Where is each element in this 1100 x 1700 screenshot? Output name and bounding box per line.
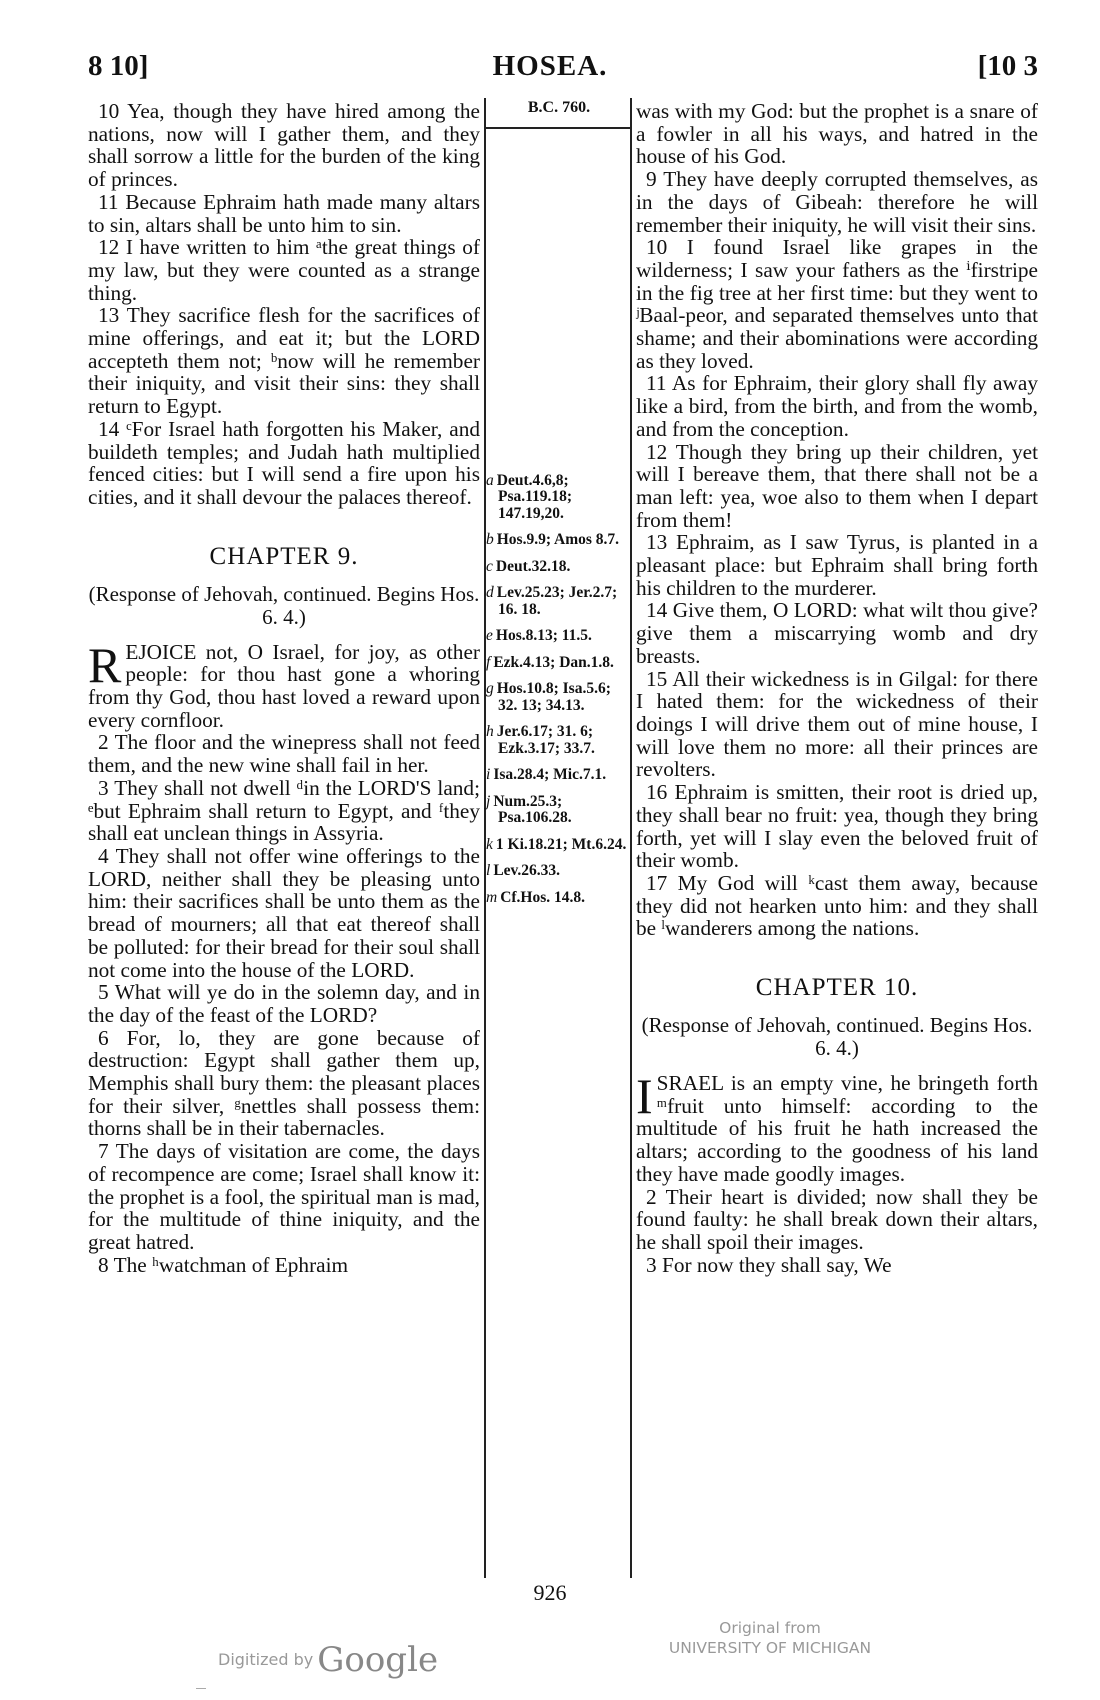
verse: 14 Give them, O LORD: what wilt thou give? give them a miscarrying womb and dry breasts.: [636, 598, 1038, 668]
verse: 4 They shall not offer wine offerings to the LORD, neither shall they be pleasing unto him: their sacrifices shall be unto them as the bread of mourners; all that eat thereof shall be polluted: for their bread for their soul shall not come into the house of the LORD.: [88, 843, 480, 982]
page-number: 926: [533, 1580, 567, 1605]
verse: 3 For now they shall say, We: [646, 1252, 892, 1277]
reference-text: Deut.4.6,8; Psa.119.18; 147.19,20.: [496, 471, 573, 522]
cross-reference: [486, 681, 632, 714]
footer-dash: [196, 1688, 206, 1689]
google-logo-text: Google: [317, 1640, 439, 1680]
digitized-by-watermark: [218, 1640, 438, 1680]
verse: 6 For, lo, they are gone because of destruction: Egypt shall gather them up, Memphis shall bury them: the pleasant places for their silver, ᵍnettles shall possess them: thorns shall be in their tabernacles.: [88, 1025, 480, 1141]
reference-text: Jer.6.17; 31. 6; Ezk.3.17; 33.7.: [496, 723, 595, 757]
original-from-watermark: [640, 1618, 900, 1658]
cross-reference-column: [486, 100, 632, 916]
verse: 10 Yea, though they have hired among the nations, now will I gather them, and they shall sorrow a little for the burden of the king of princes.: [88, 99, 480, 192]
verse: 14 ᶜFor Israel hath forgotten his Maker, and buildeth temples; and Judah hath multiplied fenced cities: but I will send a fire upon his cities, and it shall devour the palaces thereof.: [88, 416, 480, 509]
reference-marker: d: [486, 584, 494, 601]
reference-marker: l: [486, 862, 491, 879]
cross-reference: [486, 863, 632, 880]
header-chapter-range-left: 8 10]: [88, 50, 149, 82]
reference-text: Lev.25.23; Jer.2.7; 16. 18.: [496, 584, 618, 618]
drop-cap: I: [636, 1068, 653, 1125]
cross-reference: [486, 655, 632, 672]
original-from-text: Original from: [719, 1619, 821, 1637]
verse-continuation: was with my God: but the prophet is a snare of a fowler in all his ways, and hatred in the house of his God.: [636, 99, 1038, 169]
verse: 10 I found Israel like grapes in the wilderness; I saw your fathers as the ⁱfirstripe in the fig tree at her first time: but they went to ʲBaal-peor, and separated themselves unto that shame; and their abominations were according as they loved.: [636, 235, 1038, 373]
reference-text: Num.25.3; Psa.106.28.: [493, 792, 572, 826]
reference-text: Cf.Hos. 14.8.: [500, 888, 586, 906]
header-chapter-range-right: [10 3: [977, 50, 1038, 82]
verse: 13 Ephraim, as I saw Tyrus, is planted in a pleasant place: but Ephraim shall bring forth his children to the murderer.: [636, 530, 1038, 600]
left-column: [88, 100, 480, 1276]
reference-marker: j: [486, 792, 491, 810]
reference-marker: m: [486, 888, 498, 906]
verse: 16 Ephraim is smitten, their root is dried up, they shall bear no fruit: yea, though they bring forth, yet will I slay even the beloved fruit of their womb.: [636, 780, 1038, 873]
reference-marker: h: [486, 723, 494, 740]
verse: 12 Though they bring up their children, yet will I bereave them, that there shall not be a man left: yea, woe also to them when I depart from them!: [636, 439, 1038, 532]
reference-marker: f: [486, 653, 491, 671]
cross-reference: [486, 724, 632, 757]
digitized-by-text: Digitized by: [218, 1650, 314, 1669]
cross-reference: [486, 559, 632, 576]
cross-reference: [486, 890, 632, 907]
reference-marker: c: [486, 557, 493, 575]
verse: 5 What will ye do in the solemn day, and in the day of the feast of the LORD?: [88, 980, 480, 1027]
reference-marker: i: [486, 766, 491, 783]
verse: 8 The ʰwatchman of Ephraim: [98, 1252, 349, 1277]
reference-text: Isa.28.4; Mic.7.1.: [493, 766, 607, 783]
verse: 12 I have written to him ᵃthe great things of my law, but they were counted as a strange thing.: [88, 235, 480, 305]
reference-marker: e: [486, 627, 493, 644]
verse: 7 The days of visitation are come, the days of recompence are come; Israel shall know it: the prophet is a fool, the spiritual man is mad, for the multitude of thine iniquity, and the great hatred.: [88, 1139, 480, 1254]
chapter-first-verse: [636, 1068, 1038, 1186]
first-verse-text: SRAEL is an empty vine, he bringeth forth ᵐfruit unto himself: according to the multitude of his fruit he hath increased the altars; according to the goodness of his land they have made goodly images.: [636, 1071, 1038, 1186]
right-column: [636, 100, 1038, 1276]
page-title: HOSEA.: [492, 50, 608, 82]
reference-text: Deut.32.18.: [495, 557, 571, 575]
verse: 9 They have deeply corrupted themselves, as in the days of Gibeah: therefore he will remember their iniquity, he will visit their sins.: [636, 167, 1038, 237]
cross-reference: [486, 532, 632, 549]
date-label: B.C. 760.: [527, 99, 591, 116]
cross-reference: [486, 473, 632, 523]
verse: 11 As for Ephraim, their glory shall fly away like a bird, from the birth, and from the womb, and from the conception.: [636, 371, 1038, 441]
verse: 15 All their wickedness is in Gilgal: for there I hated them: for the wickedness of their doings I will drive them out of mine house, I will love them no more: all their princes are revolters.: [636, 666, 1038, 782]
reference-text: Lev.26.33.: [493, 862, 561, 879]
first-verse-text: EJOICE not, O Israel, for joy, as other people: for thou hast gone a whoring from thy God, thou hast loved a reward upon every cornfloor.: [88, 639, 480, 732]
chapter-subtitle: (Response of Jehovah, continued. Begins Hos. 6. 4.): [88, 581, 480, 629]
reference-marker: a: [486, 471, 494, 489]
chapter-subtitle: (Response of Jehovah, continued. Begins Hos. 6. 4.): [641, 1013, 1033, 1061]
reference-text: Hos.10.8; Isa.5.6; 32. 13; 34.13.: [496, 680, 611, 714]
verse: 3 They shall not dwell ᵈin the LORD'S land; ᵉbut Ephraim shall return to Egypt, and ᶠthey shall eat unclean things in Assyria.: [88, 775, 480, 846]
chapter-first-verse: [88, 636, 480, 732]
drop-cap: R: [88, 636, 122, 693]
cross-reference: [486, 585, 632, 618]
verse: 2 Their heart is divided; now shall they be found faulty: he shall break down their altars, he shall spoil their images.: [636, 1184, 1038, 1254]
reference-text: 1 Ki.18.21; Mt.6.24.: [495, 835, 627, 853]
verse: 13 They sacrifice flesh for the sacrifices of mine offerings, and eat it; but the LORD accepteth them not; ᵇnow will he remember their iniquity, and visit their sins: they shall return to Egypt.: [88, 303, 480, 419]
chapter-heading: CHAPTER 10.: [755, 974, 919, 1002]
cross-reference: [486, 794, 632, 827]
reference-text: Ezk.4.13; Dan.1.8.: [493, 653, 614, 671]
verse: 2 The floor and the winepress shall not feed them, and the new wine shall fail in her.: [88, 730, 480, 778]
reference-text: Hos.8.13; 11.5.: [495, 627, 592, 644]
reference-marker: k: [486, 835, 493, 853]
cross-reference: [486, 767, 632, 784]
verse: 17 My God will ᵏcast them away, because they did not hearken unto him: and they shall be ˡwanderers among the nations.: [636, 870, 1038, 941]
verse: 11 Because Ephraim hath made many altars to sin, altars shall be unto him to sin.: [88, 189, 480, 237]
chapter-heading: CHAPTER 9.: [209, 542, 359, 570]
university-name: UNIVERSITY OF MICHIGAN: [668, 1639, 872, 1657]
reference-marker: b: [486, 531, 494, 548]
reference-marker: g: [486, 680, 494, 697]
cross-reference: [486, 628, 632, 645]
cross-reference: [486, 837, 632, 854]
reference-text: Hos.9.9; Amos 8.7.: [496, 531, 620, 548]
